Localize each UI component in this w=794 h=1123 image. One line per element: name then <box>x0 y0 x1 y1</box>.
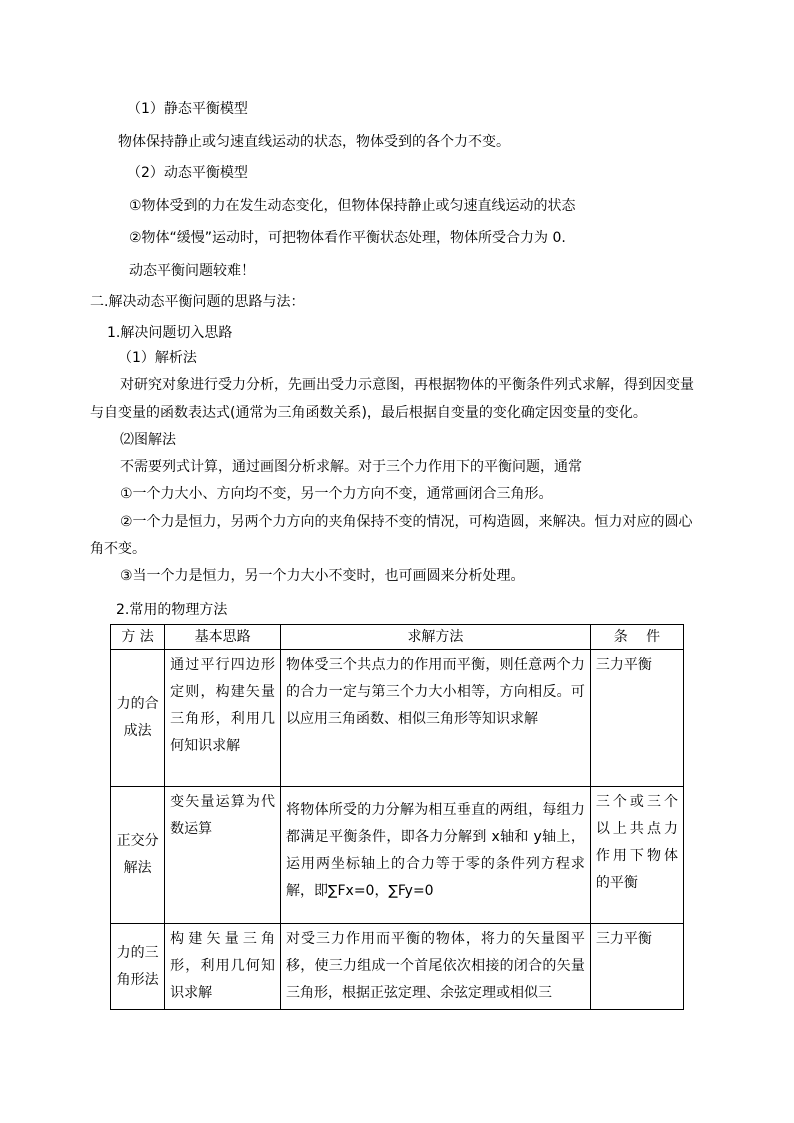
analytic-method-line-1: 对研究对象进行受力分析，先画出受力示意图，再根据物体的平衡条件列式求解，得到因变量 <box>120 377 694 393</box>
method-cell: 正交分解法 <box>111 787 165 924</box>
solution-cell: 对受三力作用而平衡的物体，将力的矢量图平移，使三力组成一个首尾依次相接的闭合的矢量三角形，根据正弦定理、余弦定理或相似三 <box>281 924 591 1010</box>
method-cell: 力的合成法 <box>111 650 165 787</box>
table-row <box>111 924 684 1010</box>
graphic-method-item-2-line-1: ②一个力是恒力，另两个力方向的夹角保持不变的情况，可构造圆，来解决。恒力对应的圆心 <box>120 514 693 530</box>
condition-cell: 三力平衡 <box>590 924 683 1010</box>
dynamic-model-item-2: ②物体“缓慢”运动时，可把物体看作平衡状态处理，物体所受合力为 0. <box>129 230 566 246</box>
table-row <box>111 650 684 787</box>
analytic-method-line-2: 与自变量的函数表达式(通常为三角函数关系)，最后根据自变量的变化确定因变量的变化。 <box>90 405 647 421</box>
section-2-subheading-2: 2.常用的物理方法 <box>116 602 228 618</box>
header-solution: 求解方法 <box>281 625 591 650</box>
idea-cell: 构建矢量三角形，利用几何知识求解 <box>165 924 281 1010</box>
header-method: 方 法 <box>111 625 165 650</box>
graphic-method-line-1: 不需要列式计算，通过画图分析求解。对于三个力作用下的平衡问题，通常 <box>120 459 582 475</box>
section-2-heading: 二.解决动态平衡问题的思路与法： <box>90 294 305 310</box>
method-cell: 力的三角形法 <box>111 924 165 1010</box>
graphic-method-item-1: ①一个力大小、方向均不变，另一个力方向不变，通常画闭合三角形。 <box>120 486 553 502</box>
graphic-method-item-3: ③当一个力是恒力，另一个力大小不变时，也可画圆来分析处理。 <box>120 568 525 584</box>
solution-cell: 将物体所受的力分解为相互垂直的两组，每组力都满足平衡条件，即各力分解到 x轴和 y轴上，运用两坐标轴上的合力等于零的条件列方程求解，即∑Fx=0，∑Fy=0 <box>281 787 591 924</box>
header-idea: 基本思路 <box>165 625 281 650</box>
physics-methods-table <box>110 624 684 1010</box>
idea-cell: 变矢量运算为代数运算 <box>165 787 281 924</box>
static-model-description: 物体保持静止或匀速直线运动的状态，物体受到的各个力不变。 <box>118 134 510 150</box>
table-row <box>111 787 684 924</box>
header-condition: 条 件 <box>590 625 683 650</box>
idea-cell: 通过平行四边形定则，构建矢量三角形，利用几何知识求解 <box>165 650 281 787</box>
dynamic-model-item-1: ①物体受到的力在发生动态变化，但物体保持静止或匀速直线运动的状态 <box>129 198 576 214</box>
graphic-method-item-2-line-2: 角不变。 <box>90 541 146 557</box>
dynamic-model-heading: （2）动态平衡模型 <box>127 165 248 181</box>
graphic-method-heading: ⑵图解法 <box>120 432 176 448</box>
section-2-subheading-1: 1.解决问题切入思路 <box>107 325 233 341</box>
dynamic-model-note: 动态平衡问题较难！ <box>129 263 255 279</box>
analytic-method-heading: （1）解析法 <box>118 350 197 366</box>
table-header-row <box>111 625 684 650</box>
condition-cell: 三力平衡 <box>590 650 683 787</box>
solution-cell: 物体受三个共点力的作用而平衡，则任意两个力的合力一定与第三个力大小相等，方向相反。可以应用三角函数、相似三角形等知识求解 <box>281 650 591 787</box>
static-model-heading: （1）静态平衡模型 <box>127 101 248 117</box>
condition-cell: 三个或三个以上共点力作用下物体的平衡 <box>590 787 683 924</box>
